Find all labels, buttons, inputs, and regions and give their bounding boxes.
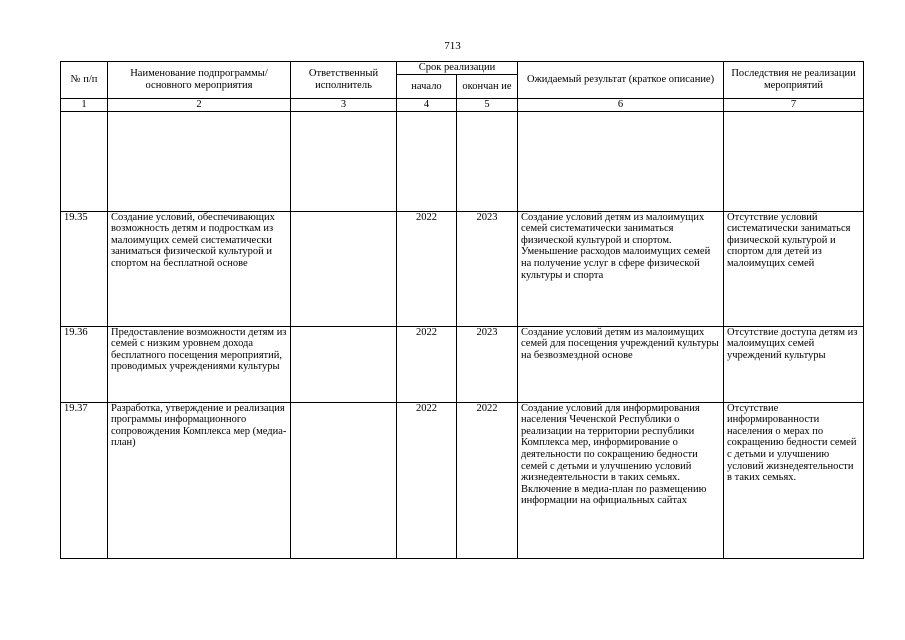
row-name: Разработка, утверждение и реализация программы информационного сопровождения Комплекса мер (медиа-план) bbox=[108, 402, 291, 558]
header-end: окончан ие bbox=[457, 75, 518, 99]
row-start: 2022 bbox=[397, 326, 457, 402]
row-num: 19.37 bbox=[61, 402, 108, 558]
header-start: начало bbox=[397, 75, 457, 99]
row-result: Создание условий детям из малоимущих семей для посещения учреждений культуры на безвозмездной основе bbox=[518, 326, 724, 402]
row-num: 19.36 bbox=[61, 326, 108, 402]
row-consequences: Отсутствие условий систематически заниматься физической культурой и спортом для детей из малоимущих семей bbox=[724, 211, 864, 326]
column-number: 1 bbox=[61, 99, 108, 112]
header-result: Ожидаемый результат (краткое описание) bbox=[518, 62, 724, 99]
table-row bbox=[61, 211, 864, 326]
column-number: 5 bbox=[457, 99, 518, 112]
row-name: Предоставление возможности детям из семей с низким уровнем дохода бесплатного посещения мероприятий, проводимых учреждениями культуры bbox=[108, 326, 291, 402]
row-name: Создание условий, обеспечивающих возможность детям и подросткам из малоимущих семей систематически заниматься физической культурой и спортом на бесплатной основе bbox=[108, 211, 291, 326]
row-result: Создание условий детям из малоимущих семей систематически заниматься физической культурой и спортом. Уменьшение расходов малоимущих семей на получение услуг в сфере физической культуры и спорта bbox=[518, 211, 724, 326]
header-num: № п/п bbox=[61, 62, 108, 99]
row-executor bbox=[291, 326, 397, 402]
header-period: Срок реализации bbox=[397, 62, 518, 75]
row-consequences: Отсутствие информированности населения о мерах по сокращению бедности семей с детьми и улучшению условий жизнедеятельности в таких семьях. bbox=[724, 402, 864, 558]
table-row bbox=[61, 326, 864, 402]
row-end: 2023 bbox=[457, 211, 518, 326]
row-result: Создание условий для информирования населения Чеченской Республики о реализации на территории республики Комплекса мер, информирование о деятельности по сокращению бедности семей с детьми и улучшению условий жизнедеятельности в таких семьях. Включение в медиа-план по размещению информации на официальных сайтах bbox=[518, 402, 724, 558]
column-number: 3 bbox=[291, 99, 397, 112]
row-executor bbox=[291, 211, 397, 326]
column-number: 7 bbox=[724, 99, 864, 112]
table-row bbox=[61, 402, 864, 558]
row-num: 19.35 bbox=[61, 211, 108, 326]
row-start: 2022 bbox=[397, 402, 457, 558]
page-number: 713 bbox=[444, 40, 461, 52]
header-name: Наименование подпрограммы/ основного мероприятия bbox=[108, 62, 291, 99]
measures-table bbox=[60, 61, 864, 559]
row-end: 2023 bbox=[457, 326, 518, 402]
row-end: 2022 bbox=[457, 402, 518, 558]
blank-row bbox=[61, 111, 864, 211]
row-start: 2022 bbox=[397, 211, 457, 326]
header-executor: Ответственный исполнитель bbox=[291, 62, 397, 99]
column-number: 4 bbox=[397, 99, 457, 112]
column-number: 2 bbox=[108, 99, 291, 112]
row-consequences: Отсутствие доступа детям из малоимущих семей учреждений культуры bbox=[724, 326, 864, 402]
header-consequences: Последствия не реализации мероприятий bbox=[724, 62, 864, 99]
column-number: 6 bbox=[518, 99, 724, 112]
row-executor bbox=[291, 402, 397, 558]
column-number-row bbox=[61, 99, 864, 112]
